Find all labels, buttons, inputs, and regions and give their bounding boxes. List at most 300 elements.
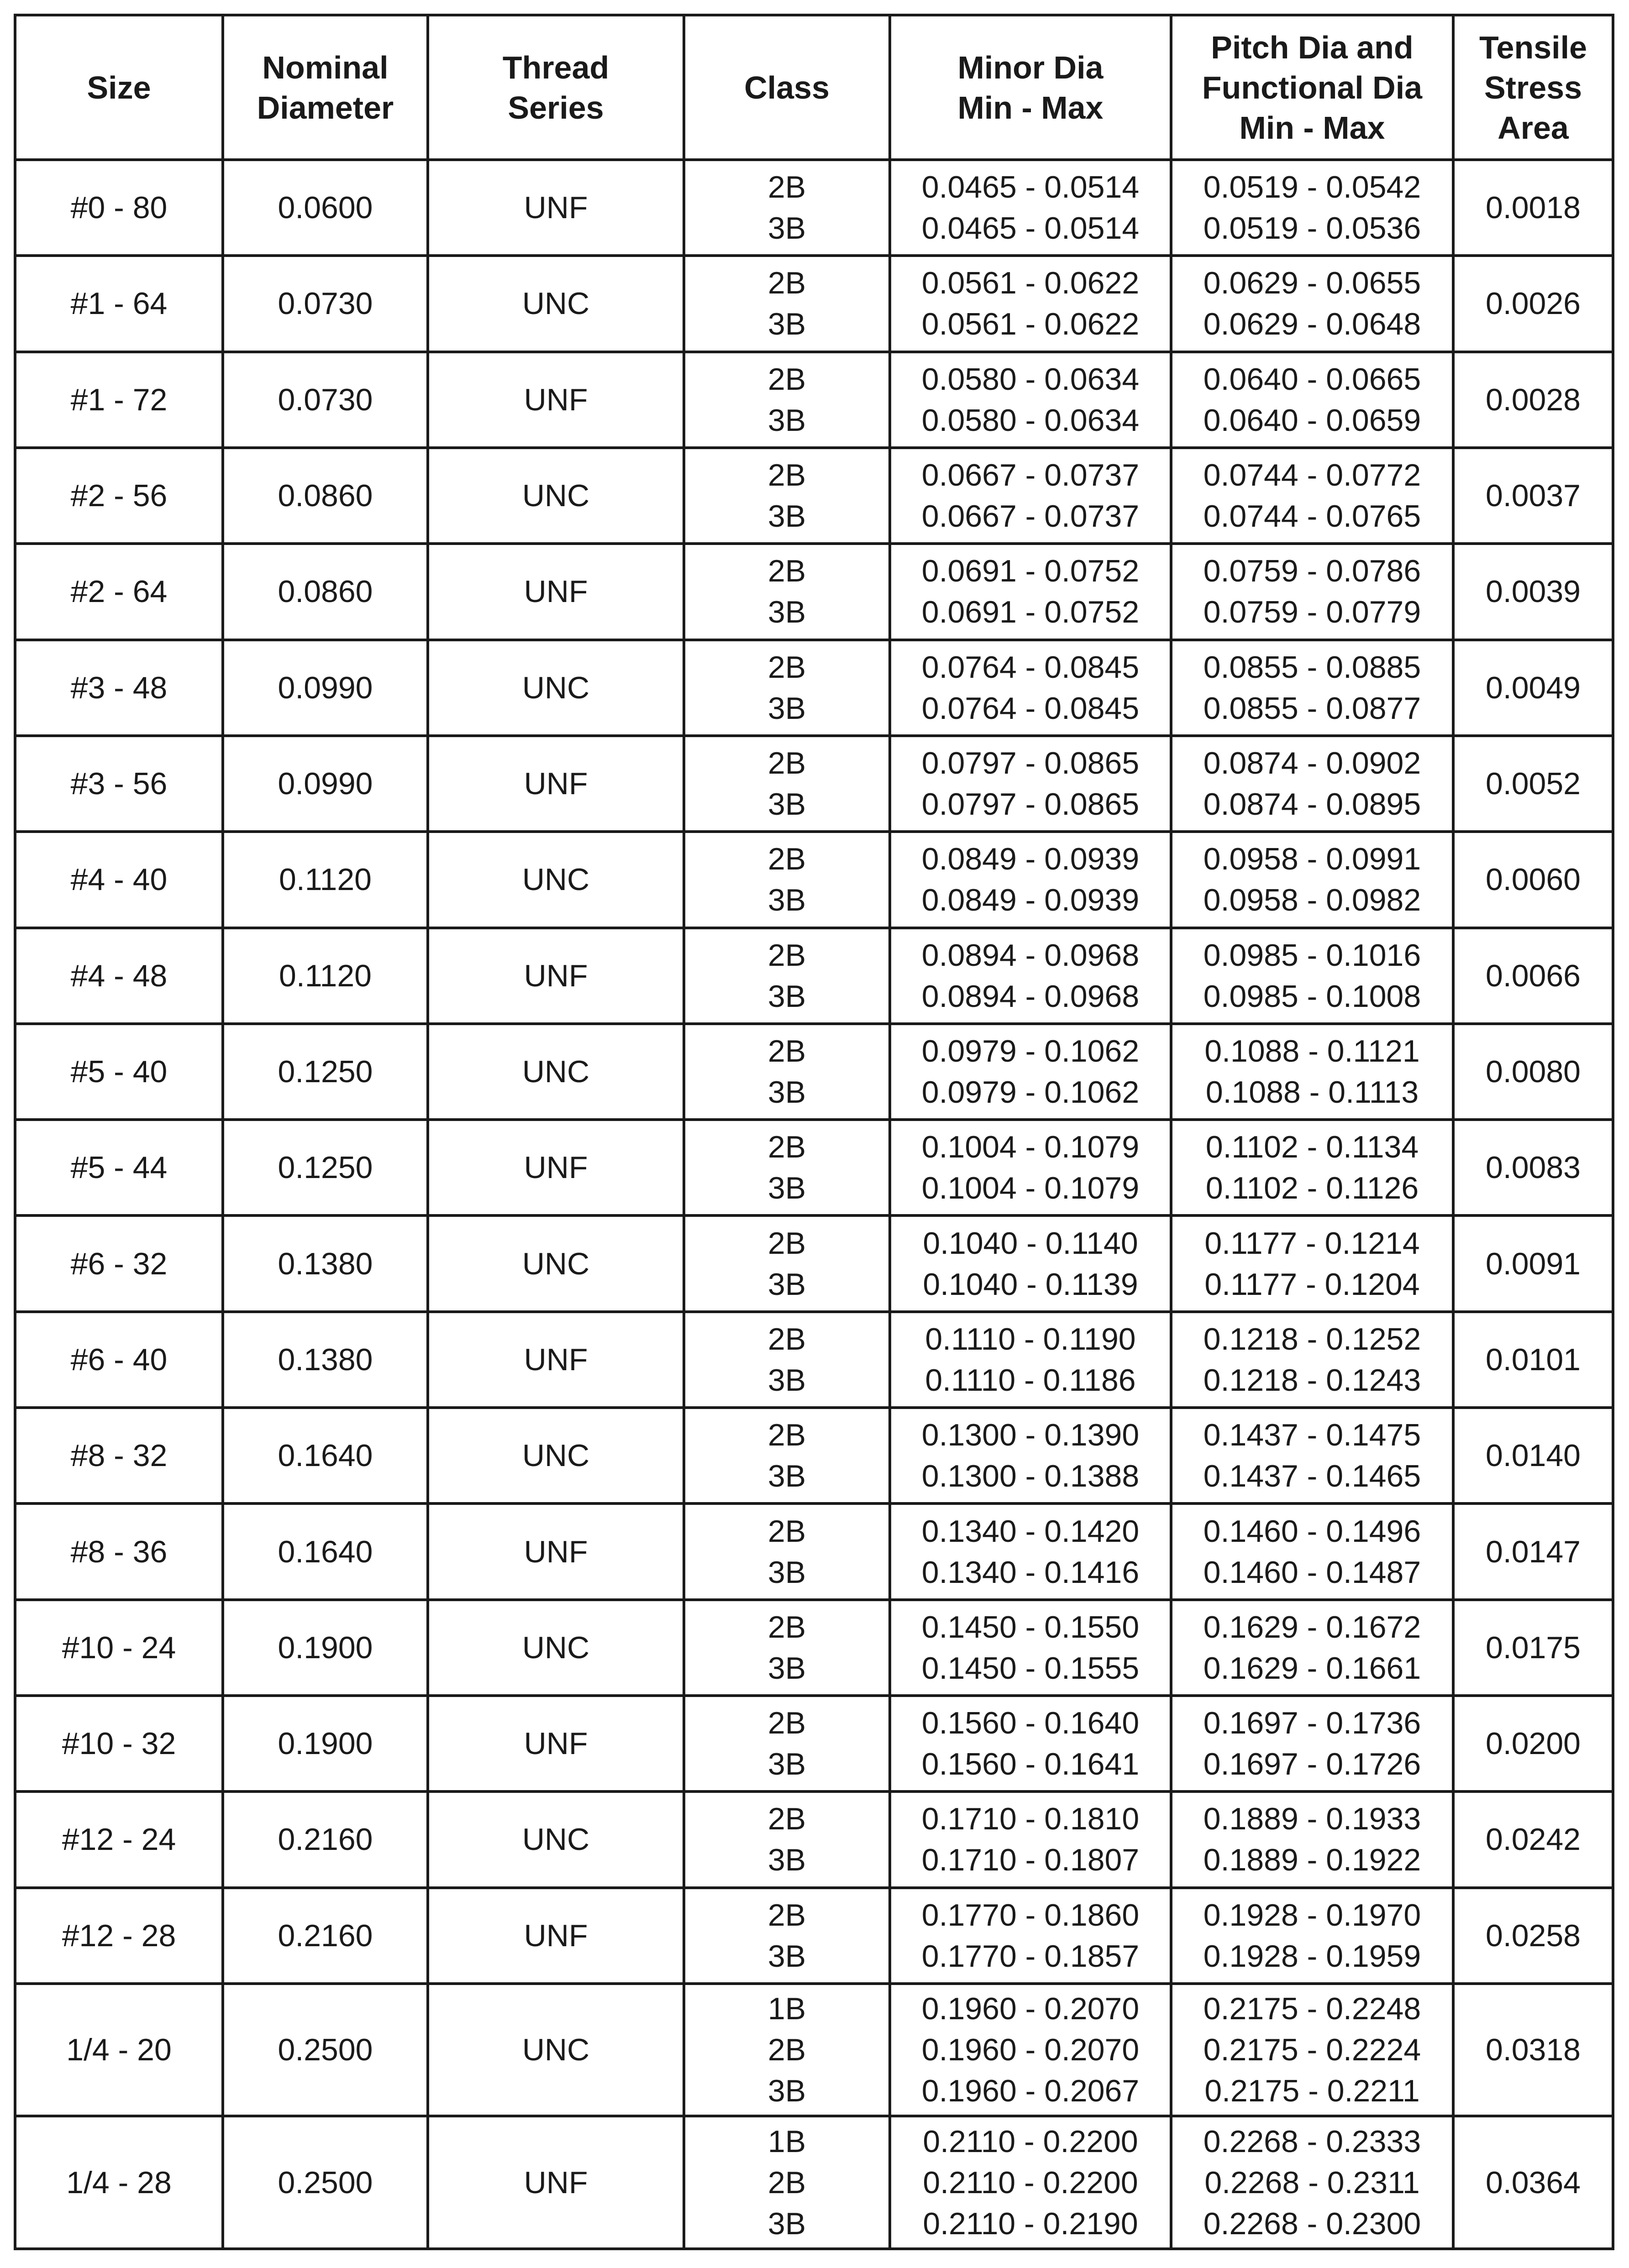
class-cell-line: 2B [767, 2032, 806, 2068]
nominal-diameter-cell: 0.1640 [223, 1503, 428, 1599]
pitch-dia-cell [1171, 736, 1453, 832]
minor-dia-cell [890, 832, 1171, 927]
class-cell [684, 448, 890, 544]
class-cell-line: 2B [767, 842, 806, 877]
tensile-stress-area-cell: 0.0318 [1453, 1984, 1613, 2116]
tensile-stress-area-cell: 0.0242 [1453, 1791, 1613, 1887]
pitch-dia-cell-line: 0.2268 - 0.2311 [1204, 2165, 1420, 2200]
class-cell-line: 2B [767, 649, 806, 685]
minor-dia-cell [890, 544, 1171, 639]
thread-series-cell: UNF [428, 928, 684, 1024]
minor-dia-cell-line: 0.1450 - 0.1550 [921, 1609, 1140, 1645]
class-cell-line: 2B [767, 554, 806, 589]
minor-dia-cell [890, 736, 1171, 832]
nominal-diameter-cell: 0.1120 [223, 928, 428, 1024]
pitch-dia-cell [1171, 928, 1453, 1024]
pitch-dia-cell-line: 0.0759 - 0.0779 [1203, 595, 1421, 630]
pitch-dia-cell [1171, 1696, 1453, 1791]
class-cell [684, 1503, 890, 1599]
minor-dia-cell [890, 1215, 1171, 1311]
class-cell-line: 3B [767, 787, 806, 822]
minor-dia-cell-line: 0.0667 - 0.0737 [921, 458, 1140, 493]
minor-dia-cell-line: 0.1560 - 0.1640 [921, 1706, 1140, 1741]
minor-dia-cell-line: 0.0894 - 0.0968 [921, 938, 1140, 973]
pitch-dia-cell-line: 0.1088 - 0.1113 [1205, 1074, 1419, 1110]
minor-dia-cell-line: 0.1770 - 0.1860 [921, 1897, 1140, 1933]
pitch-dia-cell [1171, 1503, 1453, 1599]
size-cell: #2 - 56 [15, 448, 223, 544]
minor-dia-cell [890, 928, 1171, 1024]
thread-spec-table [14, 14, 1614, 2250]
class-cell-line: 2B [767, 1226, 806, 1261]
class-cell [684, 160, 890, 256]
header-thread-series: Thread Series [428, 15, 684, 160]
class-cell-line: 3B [767, 307, 806, 342]
size-cell: #4 - 40 [15, 832, 223, 927]
tensile-stress-area-cell: 0.0091 [1453, 1215, 1613, 1311]
size-cell: #12 - 24 [15, 1791, 223, 1887]
size-cell: #1 - 64 [15, 256, 223, 351]
pitch-dia-cell-line: 0.1437 - 0.1465 [1203, 1459, 1421, 1494]
size-cell: #6 - 32 [15, 1215, 223, 1311]
minor-dia-cell-line: 0.0667 - 0.0737 [921, 499, 1140, 534]
minor-dia-cell-line: 0.0691 - 0.0752 [921, 595, 1140, 630]
table-row [15, 1120, 1613, 1215]
class-cell [684, 1312, 890, 1408]
class-cell [684, 1024, 890, 1120]
thread-series-cell: UNC [428, 256, 684, 351]
pitch-dia-cell [1171, 1984, 1453, 2116]
pitch-dia-cell-line: 0.1088 - 0.1121 [1204, 1033, 1420, 1069]
nominal-diameter-cell: 0.2500 [223, 2116, 428, 2249]
minor-dia-cell-line: 0.1040 - 0.1140 [923, 1226, 1138, 1261]
table-row [15, 1503, 1613, 1599]
minor-dia-cell-line: 0.0465 - 0.0514 [921, 170, 1140, 205]
class-cell-line: 2B [767, 266, 806, 301]
class-cell-line: 3B [767, 1459, 806, 1494]
minor-dia-cell [890, 1408, 1171, 1503]
size-cell: #6 - 40 [15, 1312, 223, 1408]
class-cell-line: 2B [767, 458, 806, 493]
tensile-stress-area-cell: 0.0101 [1453, 1312, 1613, 1408]
class-cell [684, 928, 890, 1024]
pitch-dia-cell [1171, 256, 1453, 351]
tensile-stress-area-cell: 0.0028 [1453, 352, 1613, 448]
pitch-dia-cell-line: 0.1460 - 0.1487 [1203, 1555, 1421, 1590]
class-cell [684, 736, 890, 832]
minor-dia-cell [890, 1888, 1171, 1984]
nominal-diameter-cell: 0.0860 [223, 448, 428, 544]
class-cell-line: 3B [767, 499, 806, 534]
minor-dia-cell [890, 256, 1171, 351]
thread-series-cell: UNC [428, 1984, 684, 2116]
header-pitch-dia: Pitch Dia and Functional Dia Min - Max [1171, 15, 1453, 160]
pitch-dia-cell-line: 0.2175 - 0.2224 [1203, 2032, 1421, 2068]
size-cell: 1/4 - 28 [15, 2116, 223, 2249]
pitch-dia-cell-line: 0.2175 - 0.2211 [1204, 2074, 1420, 2109]
pitch-dia-cell-line: 0.0519 - 0.0542 [1203, 170, 1421, 205]
thread-series-cell: UNF [428, 1888, 684, 1984]
nominal-diameter-cell: 0.0600 [223, 160, 428, 256]
tensile-stress-area-cell: 0.0140 [1453, 1408, 1613, 1503]
class-cell-line: 2B [767, 1802, 806, 1837]
table-row [15, 928, 1613, 1024]
table-row [15, 1408, 1613, 1503]
minor-dia-cell-line: 0.1004 - 0.1079 [921, 1171, 1140, 1206]
minor-dia-cell-line: 0.0797 - 0.0865 [921, 787, 1140, 822]
thread-series-cell: UNC [428, 1600, 684, 1696]
table-row [15, 544, 1613, 639]
table-row [15, 1215, 1613, 1311]
class-cell-line: 1B [767, 2124, 806, 2159]
size-cell: #2 - 64 [15, 544, 223, 639]
tensile-stress-area-cell: 0.0060 [1453, 832, 1613, 927]
class-cell-line: 3B [767, 1171, 806, 1206]
table-row [15, 1600, 1613, 1696]
pitch-dia-cell-line: 0.0629 - 0.0648 [1203, 307, 1421, 342]
minor-dia-cell-line: 0.1770 - 0.1857 [921, 1938, 1140, 1974]
size-cell: #0 - 80 [15, 160, 223, 256]
tensile-stress-area-cell: 0.0049 [1453, 640, 1613, 736]
pitch-dia-cell-line: 0.1460 - 0.1496 [1203, 1514, 1421, 1549]
pitch-dia-cell-line: 0.1102 - 0.1126 [1205, 1171, 1419, 1206]
thread-series-cell: UNC [428, 448, 684, 544]
tensile-stress-area-cell: 0.0018 [1453, 160, 1613, 256]
minor-dia-cell [890, 1120, 1171, 1215]
tensile-stress-area-cell: 0.0175 [1453, 1600, 1613, 1696]
table-row [15, 2116, 1613, 2249]
tensile-stress-area-cell: 0.0080 [1453, 1024, 1613, 1120]
class-cell-line: 2B [767, 1514, 806, 1549]
pitch-dia-cell-line: 0.0985 - 0.1008 [1203, 979, 1421, 1014]
minor-dia-cell-line: 0.0894 - 0.0968 [921, 979, 1140, 1014]
minor-dia-cell-line: 0.1960 - 0.2070 [921, 2032, 1140, 2068]
class-cell [684, 1215, 890, 1311]
pitch-dia-cell [1171, 448, 1453, 544]
class-cell-line: 3B [767, 1650, 806, 1686]
table-row [15, 832, 1613, 927]
thread-series-cell: UNC [428, 832, 684, 927]
minor-dia-cell-line: 0.0561 - 0.0622 [921, 307, 1140, 342]
pitch-dia-cell-line: 0.1177 - 0.1204 [1204, 1267, 1420, 1302]
pitch-dia-cell-line: 0.1928 - 0.1959 [1203, 1938, 1421, 1974]
minor-dia-cell-line: 0.0849 - 0.0939 [921, 842, 1140, 877]
class-cell [684, 1888, 890, 1984]
minor-dia-cell-line: 0.2110 - 0.2200 [923, 2124, 1138, 2159]
table-row [15, 1984, 1613, 2116]
pitch-dia-cell-line: 0.1102 - 0.1134 [1205, 1130, 1419, 1165]
class-cell-line: 2B [767, 1609, 806, 1645]
minor-dia-cell [890, 1600, 1171, 1696]
minor-dia-cell-line: 0.1340 - 0.1420 [921, 1514, 1140, 1549]
minor-dia-cell-line: 0.0979 - 0.1062 [921, 1033, 1140, 1069]
class-cell-line: 3B [767, 1074, 806, 1110]
pitch-dia-cell-line: 0.1697 - 0.1736 [1203, 1706, 1421, 1741]
table-row [15, 736, 1613, 832]
minor-dia-cell-line: 0.1300 - 0.1388 [921, 1459, 1140, 1494]
pitch-dia-cell-line: 0.0874 - 0.0902 [1203, 746, 1421, 781]
pitch-dia-cell-line: 0.0855 - 0.0885 [1203, 649, 1421, 685]
class-cell [684, 2116, 890, 2249]
pitch-dia-cell [1171, 640, 1453, 736]
header-row [15, 15, 1613, 160]
header-size: Size [15, 15, 223, 160]
size-cell: #1 - 72 [15, 352, 223, 448]
thread-series-cell: UNC [428, 640, 684, 736]
tensile-stress-area-cell: 0.0258 [1453, 1888, 1613, 1984]
size-cell: #3 - 56 [15, 736, 223, 832]
pitch-dia-cell [1171, 2116, 1453, 2249]
size-cell: 1/4 - 20 [15, 1984, 223, 2116]
class-cell-line: 2B [767, 938, 806, 973]
class-cell [684, 256, 890, 351]
pitch-dia-cell [1171, 1312, 1453, 1408]
class-cell [684, 1120, 890, 1215]
minor-dia-cell-line: 0.0580 - 0.0634 [921, 403, 1140, 438]
table-row [15, 448, 1613, 544]
minor-dia-cell [890, 1696, 1171, 1791]
tensile-stress-area-cell: 0.0083 [1453, 1120, 1613, 1215]
minor-dia-cell [890, 1024, 1171, 1120]
class-cell-line: 3B [767, 595, 806, 630]
class-cell-line: 2B [767, 2165, 806, 2200]
minor-dia-cell-line: 0.0561 - 0.0622 [921, 266, 1140, 301]
size-cell: #10 - 32 [15, 1696, 223, 1791]
pitch-dia-cell [1171, 1120, 1453, 1215]
table-row [15, 1312, 1613, 1408]
pitch-dia-cell-line: 0.1177 - 0.1214 [1204, 1226, 1420, 1261]
class-cell-line: 3B [767, 1267, 806, 1302]
table-row [15, 640, 1613, 736]
pitch-dia-cell [1171, 1408, 1453, 1503]
class-cell-line: 2B [767, 1897, 806, 1933]
pitch-dia-cell-line: 0.1437 - 0.1475 [1203, 1418, 1421, 1453]
thread-series-cell: UNF [428, 1120, 684, 1215]
pitch-dia-cell-line: 0.2268 - 0.2333 [1203, 2124, 1421, 2159]
pitch-dia-cell [1171, 1215, 1453, 1311]
pitch-dia-cell-line: 0.0958 - 0.0982 [1203, 883, 1421, 918]
minor-dia-cell-line: 0.1960 - 0.2070 [921, 1991, 1140, 2027]
pitch-dia-cell-line: 0.0958 - 0.0991 [1203, 842, 1421, 877]
table-row [15, 1888, 1613, 1984]
class-cell [684, 352, 890, 448]
minor-dia-cell [890, 1791, 1171, 1887]
size-cell: #8 - 36 [15, 1503, 223, 1599]
minor-dia-cell-line: 0.0797 - 0.0865 [921, 746, 1140, 781]
pitch-dia-cell-line: 0.1889 - 0.1922 [1203, 1843, 1421, 1878]
pitch-dia-cell-line: 0.0744 - 0.0765 [1203, 499, 1421, 534]
minor-dia-cell-line: 0.0764 - 0.0845 [921, 691, 1140, 726]
pitch-dia-cell-line: 0.0985 - 0.1016 [1203, 938, 1421, 973]
size-cell: #4 - 48 [15, 928, 223, 1024]
pitch-dia-cell-line: 0.1889 - 0.1933 [1203, 1802, 1421, 1837]
pitch-dia-cell-line: 0.1218 - 0.1252 [1203, 1321, 1421, 1357]
nominal-diameter-cell: 0.0860 [223, 544, 428, 639]
pitch-dia-cell-line: 0.1928 - 0.1970 [1203, 1897, 1421, 1933]
pitch-dia-cell-line: 0.1629 - 0.1661 [1203, 1650, 1421, 1686]
thread-series-cell: UNC [428, 1408, 684, 1503]
class-cell-line: 2B [767, 170, 806, 205]
table-row [15, 352, 1613, 448]
nominal-diameter-cell: 0.1250 [223, 1120, 428, 1215]
class-cell-line: 2B [767, 746, 806, 781]
class-cell [684, 832, 890, 927]
nominal-diameter-cell: 0.1120 [223, 832, 428, 927]
nominal-diameter-cell: 0.0730 [223, 352, 428, 448]
class-cell [684, 640, 890, 736]
table-row [15, 160, 1613, 256]
minor-dia-cell-line: 0.1110 - 0.1190 [925, 1321, 1136, 1357]
pitch-dia-cell [1171, 832, 1453, 927]
pitch-dia-cell [1171, 1024, 1453, 1120]
minor-dia-cell-line: 0.1340 - 0.1416 [921, 1555, 1140, 1590]
nominal-diameter-cell: 0.1380 [223, 1215, 428, 1311]
nominal-diameter-cell: 0.0730 [223, 256, 428, 351]
nominal-diameter-cell: 0.2160 [223, 1888, 428, 1984]
class-cell-line: 3B [767, 1555, 806, 1590]
class-cell-line: 2B [767, 1418, 806, 1453]
thread-series-cell: UNF [428, 544, 684, 639]
pitch-dia-cell [1171, 1600, 1453, 1696]
tensile-stress-area-cell: 0.0026 [1453, 256, 1613, 351]
thread-series-cell: UNF [428, 1312, 684, 1408]
minor-dia-cell [890, 1984, 1171, 2116]
tensile-stress-area-cell: 0.0066 [1453, 928, 1613, 1024]
class-cell-line: 3B [767, 2206, 806, 2241]
size-cell: #8 - 32 [15, 1408, 223, 1503]
pitch-dia-cell-line: 0.0519 - 0.0536 [1203, 211, 1421, 246]
thread-series-cell: UNC [428, 1791, 684, 1887]
class-cell-line: 3B [767, 979, 806, 1014]
pitch-dia-cell-line: 0.2175 - 0.2248 [1203, 1991, 1421, 2027]
nominal-diameter-cell: 0.1250 [223, 1024, 428, 1120]
minor-dia-cell [890, 160, 1171, 256]
class-cell [684, 1791, 890, 1887]
thread-series-cell: UNF [428, 736, 684, 832]
pitch-dia-cell-line: 0.0759 - 0.0786 [1203, 554, 1421, 589]
pitch-dia-cell-line: 0.1629 - 0.1672 [1203, 1609, 1421, 1645]
minor-dia-cell [890, 2116, 1171, 2249]
minor-dia-cell-line: 0.0849 - 0.0939 [921, 883, 1140, 918]
class-cell-line: 3B [767, 1843, 806, 1878]
minor-dia-cell [890, 1312, 1171, 1408]
thread-series-cell: UNF [428, 1503, 684, 1599]
class-cell-line: 3B [767, 2074, 806, 2109]
pitch-dia-cell-line: 0.0640 - 0.0659 [1203, 403, 1421, 438]
minor-dia-cell-line: 0.1300 - 0.1390 [921, 1418, 1140, 1453]
nominal-diameter-cell: 0.2500 [223, 1984, 428, 2116]
minor-dia-cell-line: 0.0580 - 0.0634 [921, 361, 1140, 397]
table-body [15, 160, 1613, 2249]
size-cell: #5 - 44 [15, 1120, 223, 1215]
tensile-stress-area-cell: 0.0052 [1453, 736, 1613, 832]
thread-series-cell: UNF [428, 1696, 684, 1791]
minor-dia-cell-line: 0.2110 - 0.2200 [923, 2165, 1138, 2200]
thread-series-cell: UNF [428, 2116, 684, 2249]
nominal-diameter-cell: 0.1900 [223, 1696, 428, 1791]
pitch-dia-cell-line: 0.0874 - 0.0895 [1203, 787, 1421, 822]
pitch-dia-cell [1171, 352, 1453, 448]
tensile-stress-area-cell: 0.0037 [1453, 448, 1613, 544]
pitch-dia-cell-line: 0.0744 - 0.0772 [1203, 458, 1421, 493]
size-cell: #10 - 24 [15, 1600, 223, 1696]
header-minor-dia: Minor Dia Min - Max [890, 15, 1171, 160]
nominal-diameter-cell: 0.1640 [223, 1408, 428, 1503]
minor-dia-cell-line: 0.1560 - 0.1641 [921, 1747, 1140, 1782]
table-row [15, 1024, 1613, 1120]
minor-dia-cell-line: 0.1960 - 0.2067 [921, 2074, 1140, 2109]
class-cell [684, 1696, 890, 1791]
table-row [15, 1696, 1613, 1791]
nominal-diameter-cell: 0.1900 [223, 1600, 428, 1696]
size-cell: #5 - 40 [15, 1024, 223, 1120]
pitch-dia-cell-line: 0.0629 - 0.0655 [1203, 266, 1421, 301]
thread-series-cell: UNC [428, 1215, 684, 1311]
pitch-dia-cell [1171, 160, 1453, 256]
minor-dia-cell-line: 0.0691 - 0.0752 [921, 554, 1140, 589]
header-nominal-diameter: Nominal Diameter [223, 15, 428, 160]
minor-dia-cell-line: 0.1710 - 0.1807 [921, 1843, 1140, 1878]
class-cell-line: 3B [767, 1938, 806, 1974]
minor-dia-cell [890, 640, 1171, 736]
thread-series-cell: UNF [428, 160, 684, 256]
pitch-dia-cell [1171, 1888, 1453, 1984]
nominal-diameter-cell: 0.1380 [223, 1312, 428, 1408]
class-cell-line: 2B [767, 1033, 806, 1069]
nominal-diameter-cell: 0.0990 [223, 736, 428, 832]
class-cell [684, 544, 890, 639]
class-cell-line: 2B [767, 1706, 806, 1741]
pitch-dia-cell-line: 0.1218 - 0.1243 [1203, 1362, 1421, 1398]
tensile-stress-area-cell: 0.0039 [1453, 544, 1613, 639]
minor-dia-cell-line: 0.0764 - 0.0845 [921, 649, 1140, 685]
minor-dia-cell [890, 352, 1171, 448]
pitch-dia-cell-line: 0.0855 - 0.0877 [1203, 691, 1421, 726]
minor-dia-cell [890, 1503, 1171, 1599]
pitch-dia-cell [1171, 544, 1453, 639]
tensile-stress-area-cell: 0.0200 [1453, 1696, 1613, 1791]
minor-dia-cell-line: 0.1450 - 0.1555 [921, 1650, 1140, 1686]
table-row [15, 256, 1613, 351]
minor-dia-cell-line: 0.1710 - 0.1810 [921, 1802, 1140, 1837]
pitch-dia-cell-line: 0.0640 - 0.0665 [1203, 361, 1421, 397]
class-cell [684, 1408, 890, 1503]
thread-series-cell: UNF [428, 352, 684, 448]
tensile-stress-area-cell: 0.0147 [1453, 1503, 1613, 1599]
class-cell-line: 3B [767, 403, 806, 438]
size-cell: #12 - 28 [15, 1888, 223, 1984]
class-cell-line: 3B [767, 691, 806, 726]
class-cell [684, 1984, 890, 2116]
class-cell-line: 1B [767, 1991, 806, 2027]
minor-dia-cell-line: 0.0465 - 0.0514 [921, 211, 1140, 246]
pitch-dia-cell [1171, 1791, 1453, 1887]
class-cell-line: 3B [767, 1362, 806, 1398]
table-row [15, 1791, 1613, 1887]
minor-dia-cell-line: 0.1040 - 0.1139 [923, 1267, 1138, 1302]
nominal-diameter-cell: 0.2160 [223, 1791, 428, 1887]
class-cell [684, 1600, 890, 1696]
thread-series-cell: UNC [428, 1024, 684, 1120]
class-cell-line: 3B [767, 211, 806, 246]
minor-dia-cell-line: 0.1004 - 0.1079 [921, 1130, 1140, 1165]
class-cell-line: 3B [767, 1747, 806, 1782]
pitch-dia-cell-line: 0.2268 - 0.2300 [1203, 2206, 1421, 2241]
class-cell-line: 2B [767, 1130, 806, 1165]
class-cell-line: 2B [767, 361, 806, 397]
minor-dia-cell-line: 0.0979 - 0.1062 [921, 1074, 1140, 1110]
minor-dia-cell-line: 0.1110 - 0.1186 [925, 1362, 1136, 1398]
